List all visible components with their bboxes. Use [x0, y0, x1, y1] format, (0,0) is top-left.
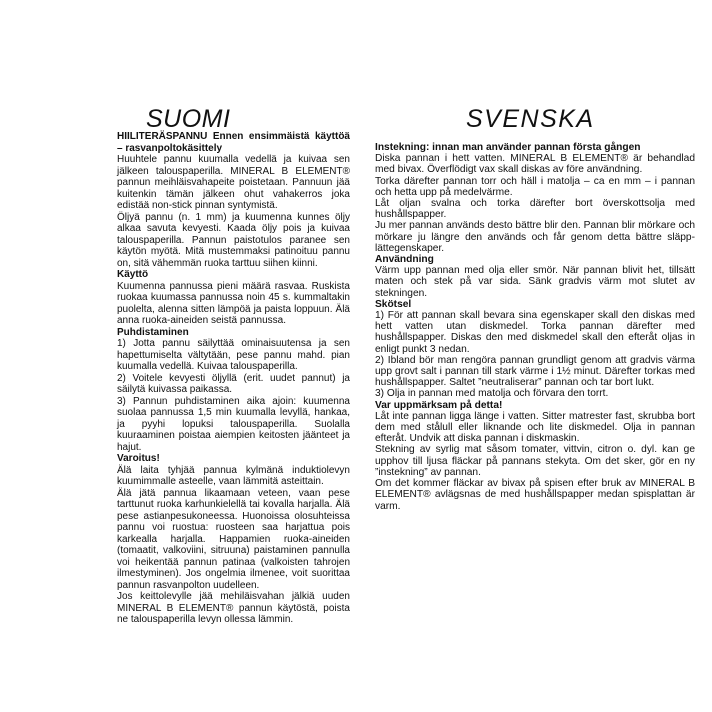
suomi-heading: Käyttö	[117, 269, 149, 280]
suomi-paragraph: Älä jätä pannua likaamaan veteen, vaan pese tarttunut ruoka karhunkielellä tai kovalla harjalla. Älä pese astianpesukoneessa. Huonoissa olosuhteissa pannu voi ruostua: ruosteen saa harjattua pois karkealla harjalla. Happamien ruoka-aineiden (tomaatit, valkoviini, sitruuna) paistaminen pannulla voi heikentää pannun patinaa (valkoisten tahrojen ilmestyminen). Jos ongelmia ilmenee, voit suorittaa pannun rasvanpolton uudelleen.	[117, 487, 350, 591]
svenska-paragraph: Torka därefter pannan torr och häll i matolja – ca en mm – i pannan och hetta upp på medelvärme.	[375, 175, 695, 198]
suomi-column	[117, 131, 350, 626]
suomi-paragraph: Älä laita tyhjää pannua kylmänä induktiolevyn kuumimmalle asteelle, vaan lämmitä asteittain.	[117, 464, 350, 487]
suomi-paragraph: Huuhtele pannu kuumalla vedellä ja kuivaa sen jälkeen talouspaperilla. MINERAL B ELEMENT® pannun meihläisvahapeite poistetaan. Pannuun jää kuitenkin tämän jälkeen ohut vahakerros joka edistää non-stick pinnan syntymistä.	[117, 154, 350, 211]
suomi-paragraph: Öljyä pannu (n. 1 mm) ja kuumenna kunnes öljy alkaa savuta kevyesti. Kaada öljy pois ja kuivaa talouspaperilla. Pannun paistotulos paranee sen käytön myötä. Mitä mustemmaksi patinoituu pannu on, sitä vähemmän ruoka tarttuu siihen kiinni.	[117, 211, 350, 269]
svenska-paragraph: Stekning av syrlig mat såsom tomater, vittvin, citron o. dyl. kan ge upphov till ljusa fläckar på pannans stekyta. Om det sker, gör en ny ”instekning” av pannan.	[375, 444, 695, 478]
suomi-paragraph: 3) Pannun puhdistaminen aika ajoin: kuumenna suolaa pannussa 1,5 min kuumalla levyllä, hankaa, ja pyyhi lopuksi talouspaperilla. Suolalla kuuraaminen poistaa aiempien keitosten jäänteet ja hajut.	[117, 395, 350, 453]
suomi-heading: Puhdistaminen	[117, 326, 189, 338]
svenska-paragraph: Låt inte pannan ligga länge i vatten. Sitter matrester fast, skrubba bort dem med stålull eller liknande och lite diskmedel. Olja in pannan efteråt. Undvik att diska pannan i diskmaskin.	[375, 410, 695, 445]
svenska-heading: Skötsel	[375, 298, 412, 310]
svenska-heading: Instekning: innan man använder pannan första gången	[375, 142, 641, 153]
svenska-heading: Var uppmärksam på detta!	[375, 399, 503, 411]
suomi-paragraph: Jos keittolevylle jää mehiläisvahan jälkiä uuden MINERAL B ELEMENT® pannun käytöstä, poista ne talouspaperilla levyn ollessa lämmin.	[117, 591, 350, 625]
suomi-paragraph: 1) Jotta pannu säilyttää ominaisuutensa ja sen hapettumiselta vältytään, pese pannu mahd. pian kuumalla vedellä. Kuivaa talouspaperilla.	[117, 338, 350, 372]
svenska-paragraph: 3) Olja in pannan med matolja och förvara den torrt.	[375, 388, 609, 400]
suomi-heading: HIILITERÄSPANNU Ennen ensimmäistä käyttöä – rasvanpoltokäsittely	[117, 131, 350, 154]
svenska-paragraph: Om det kommer fläckar av bivax på spisen efter bruk av MINERAL B ELEMENT® avlägsnas de med hushållspapper medan spisplattan är varm.	[375, 478, 695, 512]
svenska-paragraph: 2) Ibland bör man rengöra pannan grundligt genom att gradvis värma upp grovt salt i pannan till stark värme i 1½ minut. Därefter torkas med hushållspapper. Saltet ”neutraliserar” pannan och tar bort lukt.	[375, 354, 695, 389]
suomi-paragraph: Kuumenna pannussa pieni määrä rasvaa. Ruskista ruokaa kuumassa pannussa noin 45 s. kummaltakin puolelta, alenna sitten lämpöä ja paista loppuun. Älä anna ruoka-aineiden seistä pannussa.	[117, 280, 350, 326]
svenska-column	[375, 142, 695, 512]
svenska-paragraph: Låt oljan svalna och torka därefter bort överskottsolja med hushållspapper.	[375, 198, 695, 221]
svenska-paragraph: Diska pannan i hett vatten. MINERAL B ELEMENT® är behandlad med bivax. Överflödigt vax skall diskas av före användning.	[375, 153, 695, 176]
svenska-paragraph: Ju mer pannan används desto bättre blir den. Pannan blir mörkare och mörkare ju längre den används och får genom detta bättre släpp-lättegenskaper.	[375, 220, 695, 254]
svenska-paragraph: Värm upp pannan med olja eller smör. När pannan blivit het, tillsätt maten och stek på var sida. Sänk gradvis värm mot slutet av stekningen.	[375, 265, 695, 299]
svenska-title: SVENSKA	[466, 105, 595, 133]
svenska-paragraph: 1) För att pannan skall bevara sina egenskaper skall den diskas med hett vatten utan diskmedel. Torka pannan därefter med hushållspapper. Diskas den med diskmedel skall den efteråt oljas in enligt punkt 3 nedan.	[375, 310, 695, 355]
suomi-title: SUOMI	[146, 105, 231, 133]
svenska-heading: Användning	[375, 254, 434, 266]
suomi-paragraph: 2) Voitele kevyesti öljyllä (erit. uudet pannut) ja säilytä kuivassa paikassa.	[117, 372, 350, 395]
suomi-heading: Varoitus!	[117, 453, 160, 464]
